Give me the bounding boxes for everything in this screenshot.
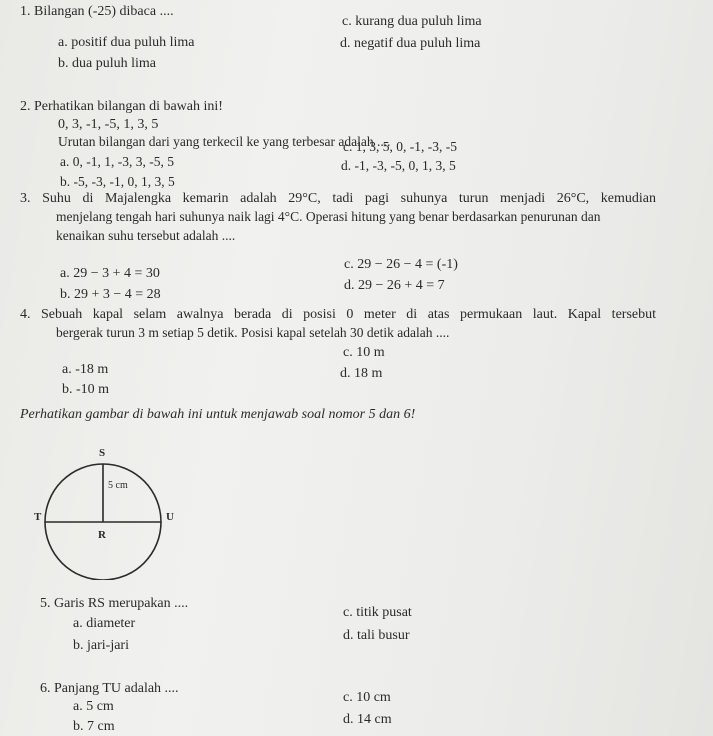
q5-stem: 5. Garis RS merupakan .... xyxy=(40,596,189,611)
label-r: R xyxy=(98,529,106,541)
q3-option-d: d. 29 − 26 + 4 = 7 xyxy=(344,278,445,293)
circle-diagram xyxy=(30,440,200,580)
q3-option-b: b. 29 + 3 − 4 = 28 xyxy=(60,287,161,302)
q3-line3: kenaikan suhu tersebut adalah .... xyxy=(56,228,236,243)
q4-line2: bergerak turun 3 m setiap 5 detik. Posisi kapal setelah 30 detik adalah .... xyxy=(56,325,450,340)
q5-option-a: a. diameter xyxy=(73,616,136,631)
q3-line1: 3. Suhu di Majalengka kemarin adalah 29°C, tadi pagi suhunya turun menjadi 26°C, kemudian xyxy=(20,191,656,206)
label-t: T xyxy=(34,511,42,523)
q4-line1: 4. Sebuah kapal selam awalnya berada di posisi 0 meter di atas permukaan laut. Kapal tersebut xyxy=(20,307,656,322)
figure-instruction: Perhatikan gambar di bawah ini untuk menjawab soal nomor 5 dan 6! xyxy=(20,407,416,422)
q1-option-c: c. kurang dua puluh lima xyxy=(342,14,482,29)
q3-option-a: a. 29 − 3 + 4 = 30 xyxy=(60,266,160,281)
q2-stem: 2. Perhatikan bilangan di bawah ini! xyxy=(20,99,223,114)
q4-option-c: c. 10 m xyxy=(343,345,385,360)
q1-option-b: b. dua puluh lima xyxy=(58,56,156,71)
q2-option-a: a. 0, -1, 1, -3, 3, -5, 5 xyxy=(60,154,174,169)
q1-option-a: a. positif dua puluh lima xyxy=(58,35,195,50)
q2-option-b: b. -5, -3, -1, 0, 1, 3, 5 xyxy=(60,174,175,189)
q4-option-a: a. -18 m xyxy=(62,362,109,377)
q4-option-b: b. -10 m xyxy=(62,382,110,397)
q4-option-d: d. 18 m xyxy=(340,366,383,381)
q6-option-a: a. 5 cm xyxy=(73,699,114,714)
q2-option-c: c. 1, 3, 5, 0, -1, -3, -5 xyxy=(343,139,457,154)
q2-numbers: 0, 3, -1, -5, 1, 3, 5 xyxy=(58,117,159,132)
q2-question: Urutan bilangan dari yang terkecil ke yang terbesar adalah .... xyxy=(58,134,391,149)
q6-option-d: d. 14 cm xyxy=(343,712,392,727)
q1-option-d: d. negatif dua puluh lima xyxy=(340,36,481,51)
q3-line2: menjelang tengah hari suhunya naik lagi 4°C. Operasi hitung yang benar berdasarkan penurunan dan xyxy=(56,209,601,224)
q5-option-d: d. tali busur xyxy=(343,628,410,643)
q6-stem: 6. Panjang TU adalah .... xyxy=(40,681,179,696)
label-s: S xyxy=(99,447,106,459)
q3-option-c: c. 29 − 26 − 4 = (-1) xyxy=(344,257,458,272)
q2-option-d: d. -1, -3, -5, 0, 1, 3, 5 xyxy=(341,158,456,173)
q1-stem: 1. Bilangan (-25) dibaca .... xyxy=(20,4,174,19)
q6-option-b: b. 7 cm xyxy=(73,719,115,734)
q6-option-c: c. 10 cm xyxy=(343,690,391,705)
q5-option-c: c. titik pusat xyxy=(343,605,412,620)
q5-option-b: b. jari-jari xyxy=(73,638,129,653)
label-u: U xyxy=(166,511,174,523)
radius-length-label: 5 cm xyxy=(108,480,128,491)
